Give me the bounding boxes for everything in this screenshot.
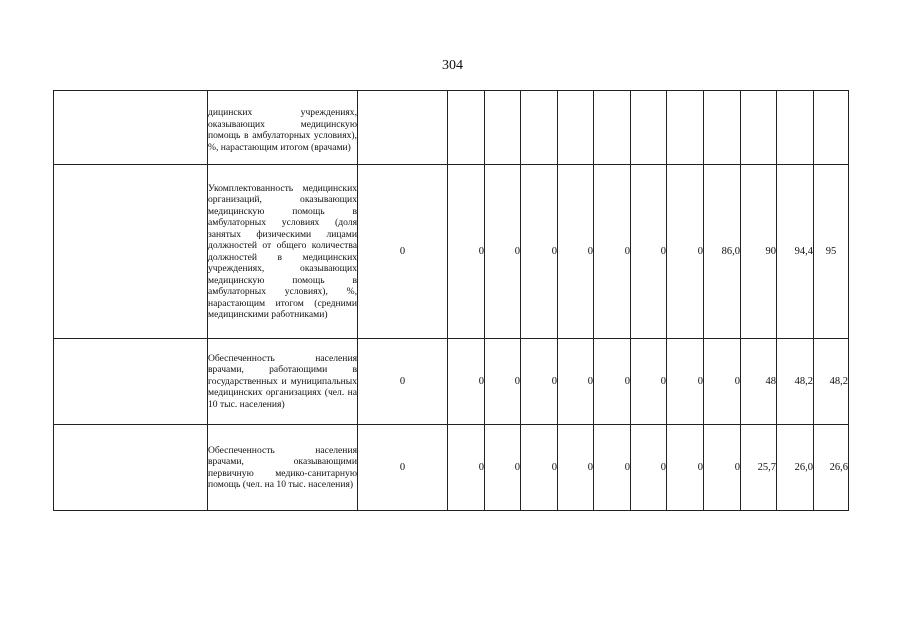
table-row <box>54 91 849 165</box>
value-cell <box>814 91 849 165</box>
value-cell: 0 <box>448 339 485 425</box>
table-row <box>54 339 849 425</box>
value-cell: 0 <box>448 165 485 339</box>
row-number-cell <box>54 339 208 425</box>
value-cell: 86,0 <box>704 165 741 339</box>
value-cell <box>631 91 667 165</box>
value-cell: 0 <box>631 165 667 339</box>
value-cell: 0 <box>594 425 631 511</box>
value-cell: 0 <box>521 165 558 339</box>
table-row <box>54 425 849 511</box>
value-cell: 0 <box>704 339 741 425</box>
value-cell: 0 <box>704 425 741 511</box>
value-cell: 0 <box>521 425 558 511</box>
row-number-cell <box>54 165 208 339</box>
value-cell: 0 <box>558 165 594 339</box>
value-cell: 0 <box>485 165 521 339</box>
value-cell: 0 <box>448 425 485 511</box>
value-cell <box>448 91 485 165</box>
value-cell <box>704 91 741 165</box>
table-row <box>54 165 849 339</box>
value-cell <box>667 91 704 165</box>
indicator-label: дицинских учреждениях, оказывающих медицинскую помощь в амбулаторных условиях), %, нарастающим итогом (врачами) <box>208 91 358 165</box>
value-cell: 90 <box>741 165 777 339</box>
value-cell <box>358 91 448 165</box>
page-number: 304 <box>442 58 463 73</box>
value-cell: 0 <box>594 339 631 425</box>
value-cell: 94,4 <box>777 165 814 339</box>
value-cell: 0 <box>358 339 448 425</box>
value-cell: 0 <box>667 339 704 425</box>
value-cell: 0 <box>358 425 448 511</box>
value-cell: 0 <box>358 165 448 339</box>
row-number-cell <box>54 425 208 511</box>
value-cell: 0 <box>558 425 594 511</box>
indicators-table <box>53 90 849 511</box>
value-cell: 26,6 <box>814 425 849 511</box>
value-cell: 0 <box>667 425 704 511</box>
value-cell: 48 <box>741 339 777 425</box>
value-cell <box>485 91 521 165</box>
indicator-label: Обеспеченность населения врачами, оказывающими первичную медико-санитарную помощь (чел. на 10 тыс. населения) <box>208 425 358 511</box>
value-cell: 26,0 <box>777 425 814 511</box>
value-cell <box>558 91 594 165</box>
value-cell: 95 <box>814 165 849 339</box>
value-cell: 0 <box>521 339 558 425</box>
value-cell: 0 <box>631 339 667 425</box>
row-number-cell <box>54 91 208 165</box>
value-cell: 48,2 <box>814 339 849 425</box>
value-cell: 0 <box>594 165 631 339</box>
value-cell: 0 <box>485 339 521 425</box>
value-cell <box>777 91 814 165</box>
value-cell: 0 <box>631 425 667 511</box>
value-cell <box>741 91 777 165</box>
value-cell <box>521 91 558 165</box>
indicator-label: Обеспеченность населения врачами, работающими в государственных и муниципальных медицинских организациях (чел. на 10 тыс. населения) <box>208 339 358 425</box>
value-cell: 0 <box>558 339 594 425</box>
value-cell: 0 <box>485 425 521 511</box>
indicator-label: Укомплектованность медицинских организаций, оказывающих медицинскую помощь в амбулаторных условиях (доля занятых физическими лицами должностей от общего количества должностей в медицинских учреждениях, оказывающих медицинскую помощь в амбулаторных условиях), %, нарастающим итогом (средними медицинскими работниками) <box>208 165 358 339</box>
value-cell <box>594 91 631 165</box>
value-cell: 48,2 <box>777 339 814 425</box>
value-cell: 0 <box>667 165 704 339</box>
value-cell: 25,7 <box>741 425 777 511</box>
